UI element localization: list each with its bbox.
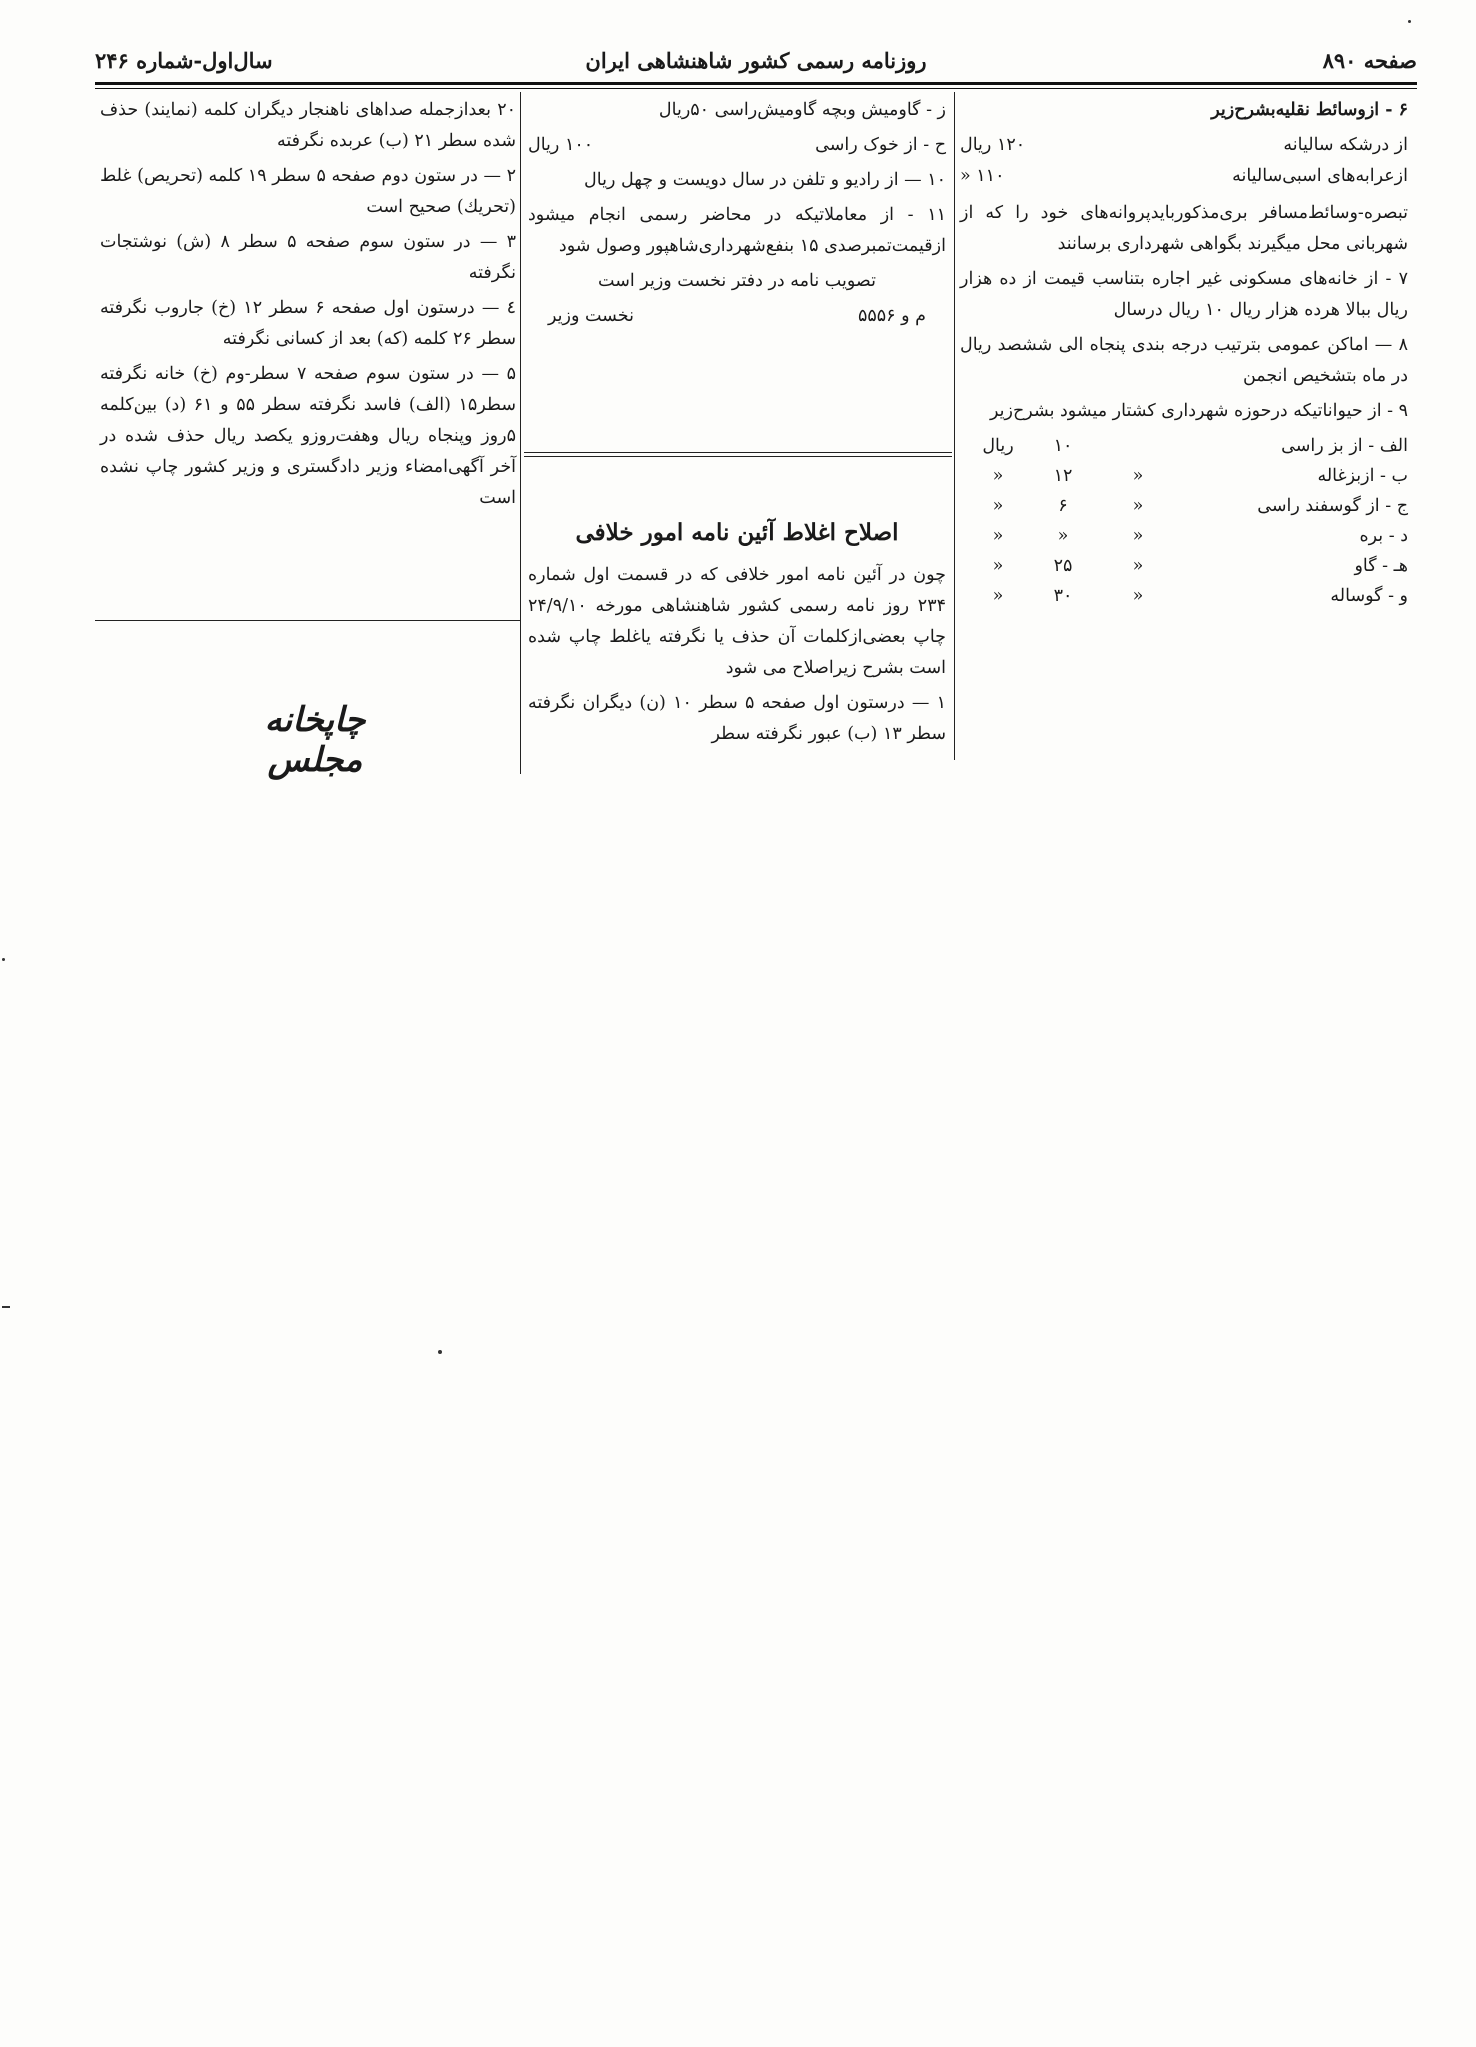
scan-speck [2,958,5,961]
animal-mark: « [1132,526,1144,546]
animal-fee-row [960,551,1408,581]
animal-value: ۲۵ [1053,556,1073,576]
animal-fee-row [960,431,1408,461]
animal-value: ۱۰ [1053,436,1073,456]
animal-mark [1098,431,1178,461]
item-8: ۸ — اماکن عمومی بترتیب درجه بندی پنجاه الی ششصد ریال در ماه بتشخیص انجمن [960,335,1408,386]
animal-fee-row [960,581,1408,611]
animal-label: د - بره [1359,526,1408,546]
masthead [95,44,1417,82]
middle-column-lower [528,510,946,754]
reference-number: م و ۵۵۵۶ [857,306,926,326]
item-7: ۷ - از خانه‌های مسکونی غیر اجاره بتناسب قیمت از ده هزار ریال ببالا هرده هزار ریال ۱۰ ریال درسال [960,269,1408,320]
scan-speck [438,1350,442,1354]
item-6-note: تبصره-وسائط‌مسافر بری‌مذکورباید‌پروانه‌های خود را که از شهربانی محل میگیرند بگواهی شهرداری برسانند [960,203,1408,254]
animal-label: هـ - گاو [1354,556,1408,576]
animal-mark: « [1132,586,1144,606]
correction-para-4: ٤ — درستون اول صفحه ۶ سطر ۱۲ (خ) جاروب نگرفته سطر ۲۶ کلمه (که) بعد از کسانی نگرفته [100,298,516,349]
approval-note: تصویب نامه در دفتر نخست وزیر است [598,271,876,291]
fee-label: ازعرابه‌های اسبی‌سالیانه [1232,166,1408,186]
scan-speck [1408,20,1411,23]
animal-label: ب - ازبزغاله [1317,466,1408,486]
column-divider-left [520,92,521,774]
animal-unit: « [992,496,1004,516]
correction-para-5: ۵ — در ستون سوم صفحه ۷ سطر-وم (خ) خانه نگرفته سطر۱۵ (الف) فاسد نگرفته سطر ۵۵ و ۶۱ (د) بین‌کلمه ۵روز وپنجاه ریال وهفت‌روزو یکصد ریال حذف شده در آخر آگهی‌امضاء وزیر دادگستری و وزیر کشور چاپ نشده است [100,364,517,508]
issue-number: سال‌اول-شماره ۲۴۶ [95,48,273,73]
correction-para-1: ۲۰ بعدازجمله صداهای ناهنجار دیگران کلمه (نمایند) حذف شده سطر ۲۱ (ب) عربده نگرفته [100,100,516,151]
item-h [528,130,946,161]
animal-fee-row [960,461,1408,491]
item-6-title: ۶ - ازوسائط نقلیه‌بشرح‌زیر [1211,100,1408,120]
animal-unit: ریال [982,436,1014,456]
correction-para-2: ۲ — در ستون دوم صفحه ۵ سطر ۱۹ کلمه (تحریص) غلط (تحریك) صحیح است [100,166,516,217]
item-11: ۱۱ - از معاملاتیکه در محاضر رسمی انجام میشود ازقیمت‌تمبرصدی ۱۵ بنفع‌شهرداری‌شاهپور وصول شود [528,205,946,256]
animal-unit: « [992,586,1004,606]
animal-value: ۱۲ [1053,466,1073,486]
animal-unit: « [992,526,1004,546]
section-divider-middle-1 [524,452,952,453]
page-number: صفحه ۸۹۰ [1322,48,1417,73]
animal-mark: « [1132,556,1144,576]
signer: نخست وزیر [548,306,634,326]
animal-value: ۶ [1058,496,1068,516]
gazette-title: روزنامه رسمی کشور شاهنشاهی ایران [585,48,927,73]
correction-para-3: ۳ — در ستون سوم صفحه ۵ سطر ۸ (ش) نوشتجات نگرفته [100,232,516,283]
scan-speck [2,1306,10,1308]
publisher-imprint: چاپخانه مجلس [264,700,366,780]
correction-item-1: ۱ — درستون اول صفحه ۵ سطر ۱۰ (ن) دیگران نگرفته سطر ۱۳ (ب) عبور نگرفته سطر [528,693,946,744]
fee-label: از درشکه سالیانه [1283,135,1408,155]
column-divider-right [954,92,955,760]
signature-row [528,301,946,332]
animal-unit: « [992,556,1004,576]
item-10: ۱۰ — از رادیو و تلفن در سال دویست و چهل ریال [584,170,946,190]
section-divider-middle-2 [524,456,952,457]
correction-body: چون در آئین نامه امور خلافی که در قسمت اول شماره ۲۳۴ روز نامه رسمی کشور شاهنشاهی مورخه ۲۴/۹/۱۰ چاپ بعضی‌ازکلمات آن حذف یا نگرفته یاغلط چاپ شده است بشرح زیراصلاح می شود [528,565,946,678]
item-h-amount: ۱۰۰ ریال [528,135,594,155]
item-9: ۹ - از حیواناتیکه درحوزه شهرداری کشتار میشود بشرح‌زیر [990,401,1408,421]
fee-amount: ۱۲۰ ریال [960,135,1026,155]
animal-fee-row [960,521,1408,551]
animal-label: و - گوساله [1330,586,1408,606]
animal-fee-table [960,431,1408,611]
animal-value: ۳۰ [1053,586,1073,606]
left-column [100,95,516,518]
middle-column-upper [528,95,946,332]
animal-mark: « [1132,496,1144,516]
item-z: ز - گاومیش وبچه گاومیش‌راسی ۵۰ریال [658,100,946,120]
animal-unit: « [992,466,1004,486]
fee-row [960,130,1408,161]
animal-mark: « [1132,466,1144,486]
section-divider-left [95,620,520,621]
fee-row [960,161,1408,192]
animal-label: الف - از بز راسی [1281,436,1408,456]
correction-heading: اصلاح اغلاط آئین نامه امور خلافی [575,519,899,546]
animal-fee-row [960,491,1408,521]
animal-label: ج - از گوسفند راسی [1257,496,1408,516]
item-h-label: ح - از خوک راسی [815,135,946,155]
fee-amount: ۱۱۰ « [960,166,1005,186]
right-column [960,95,1408,611]
animal-value: « [1057,526,1069,546]
header-rule-thin [95,88,1417,89]
header-rule-thick [95,82,1417,85]
